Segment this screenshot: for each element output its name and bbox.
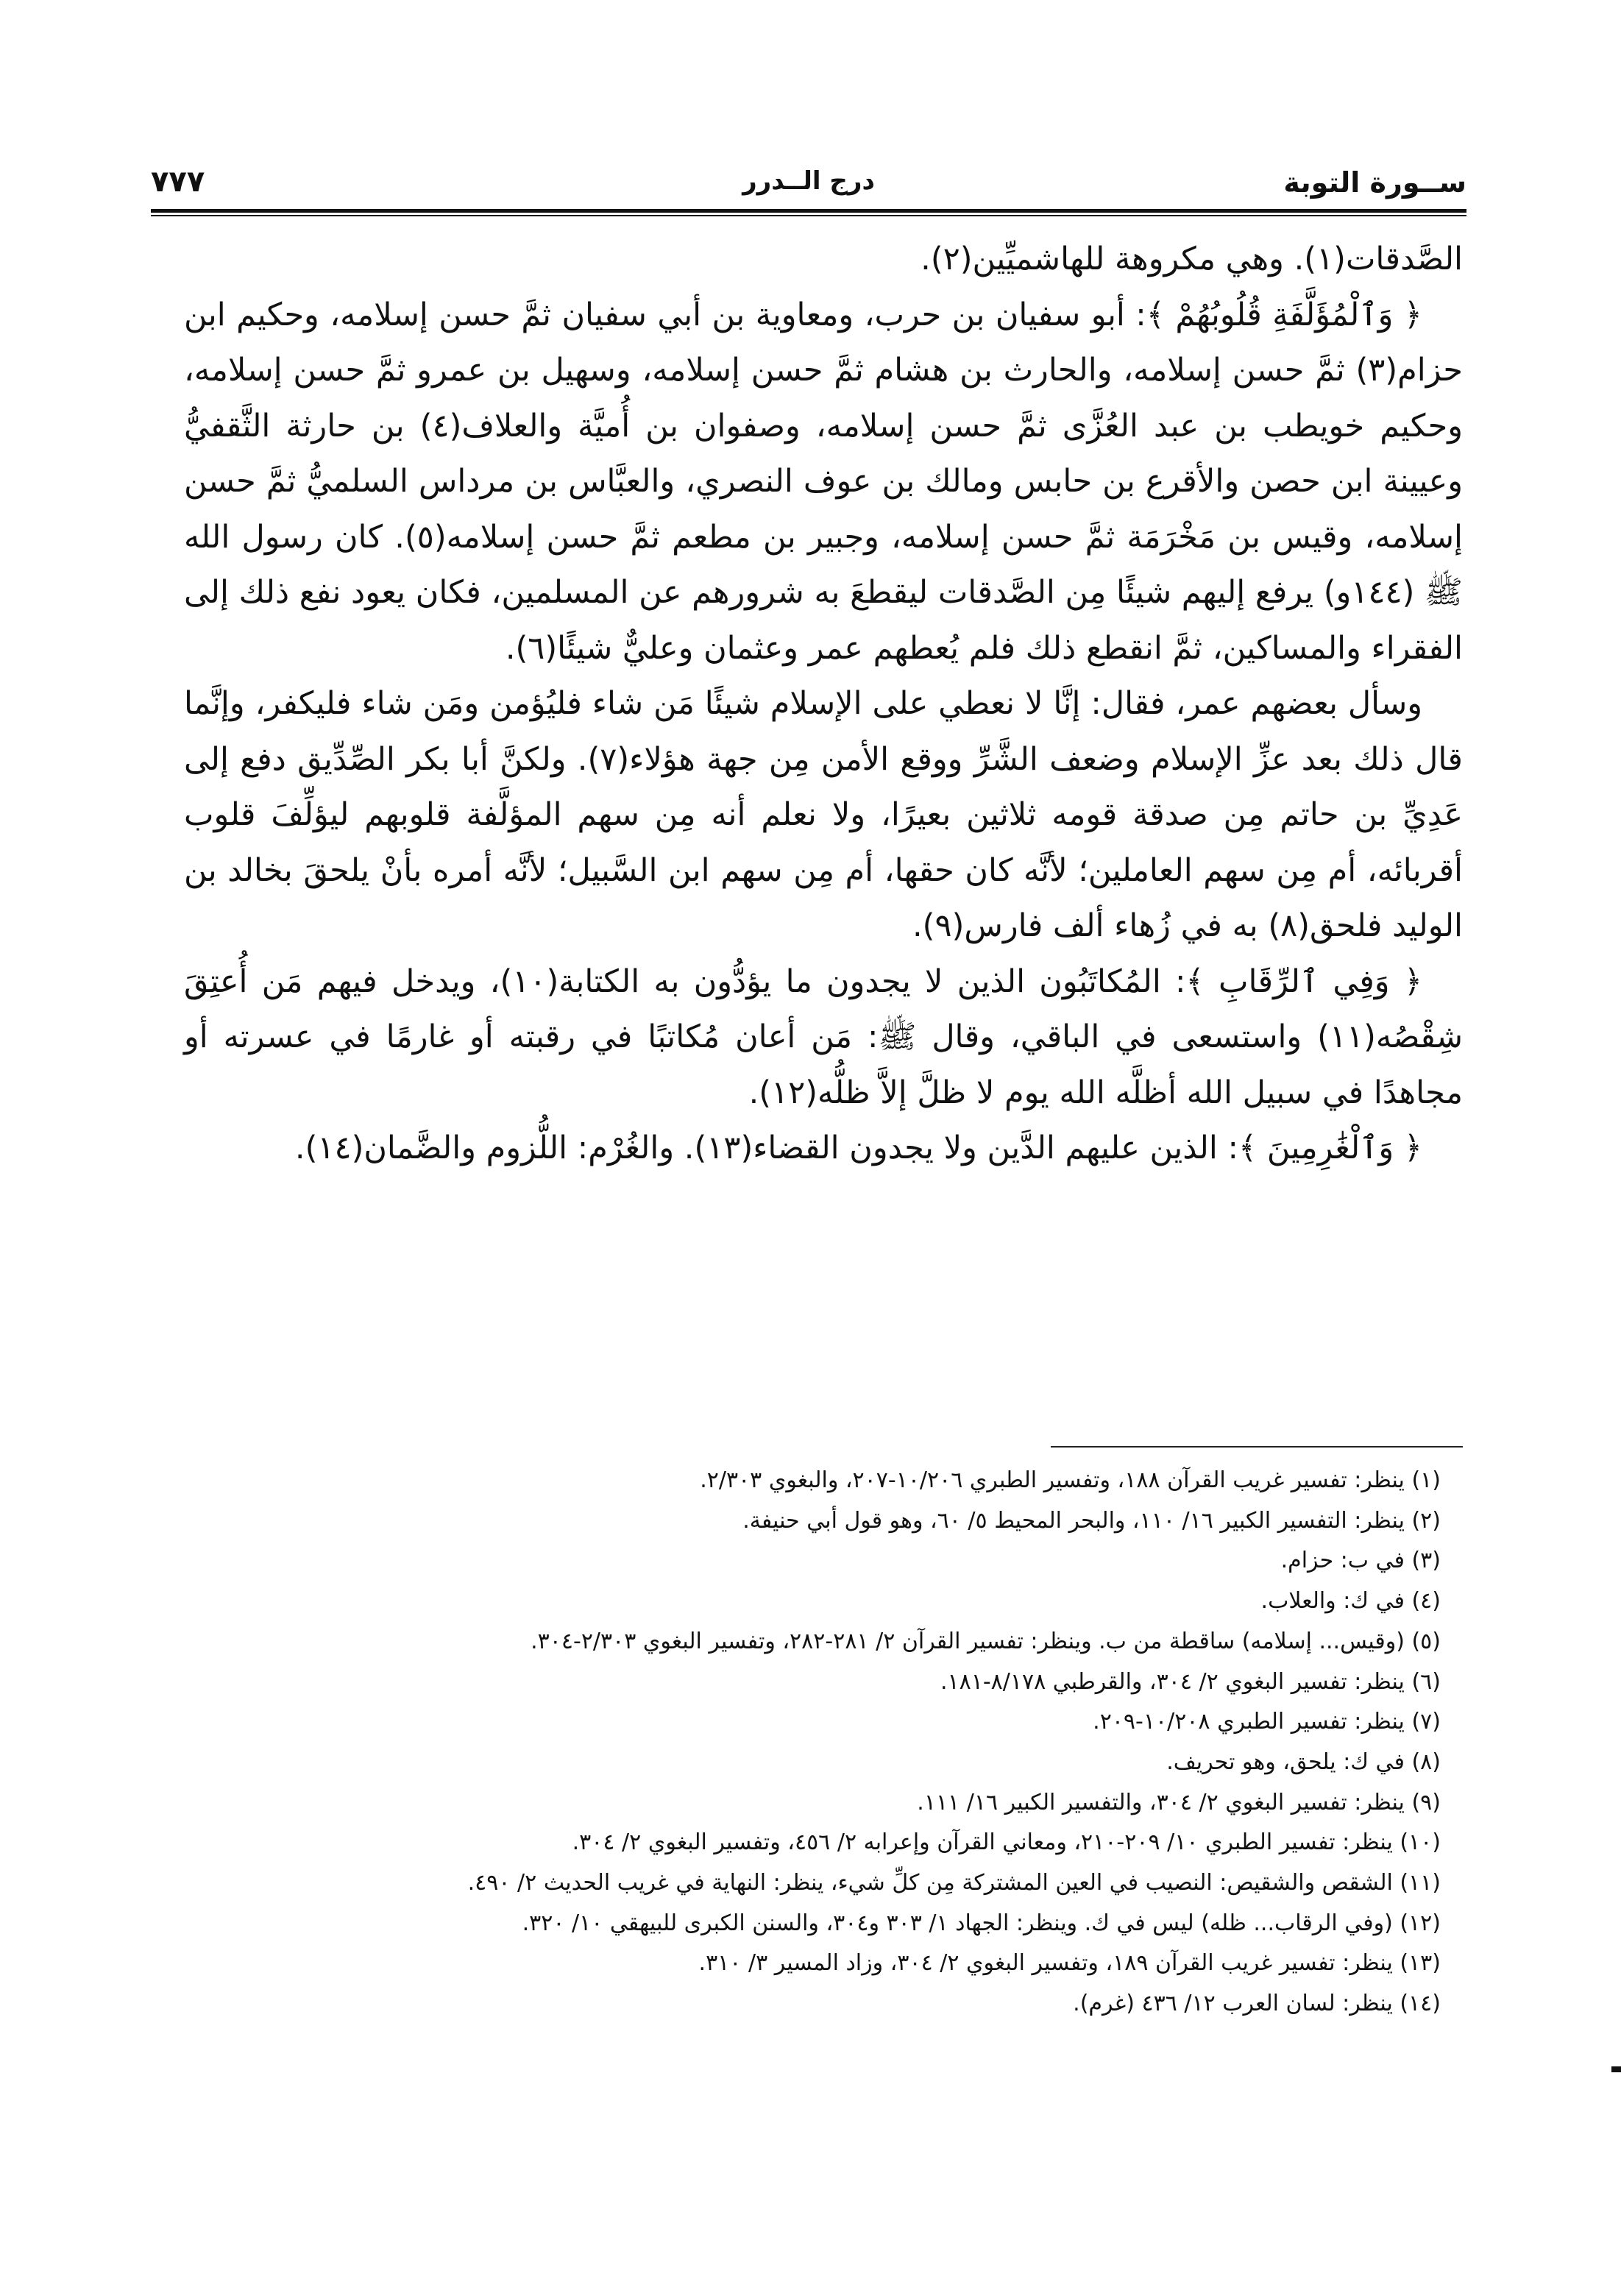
footnote-separator <box>1051 1446 1463 1448</box>
footnote: (٣) في ب: حزام. <box>1280 1548 1441 1574</box>
footnotes <box>184 1461 1441 2024</box>
footnote: (١٢) (وفي الرقاب... ظله) ليس في ك. وينظر: الجهاد ١/ ٣٠٣ و٣٠٤، والسنن الكبرى للبيهقي ١٠/ ٣٢٠. <box>522 1910 1441 1936</box>
footnote: (٨) في ك: يلحق، وهو تحريف. <box>1166 1748 1441 1775</box>
footnote: (٢) ينظر: التفسير الكبير ١٦/ ١١٠، والبحر المحيط ٥/ ٦٠، وهو قول أبي حنيفة. <box>742 1507 1441 1534</box>
footnote: (٥) (وقيس... إسلامه) ساقطة من ب. وينظر: تفسير القرآن ٢/ ٢٨١-٢٨٢، وتفسير البغوي ٢/٣٠٣-٣٠٤. <box>531 1628 1441 1654</box>
paragraph: ﴿ وَٱلْغَٰرِمِينَ ﴾: الذين عليهم الدَّين ولا يجدون القضاء(١٣). والغُرْم: اللُّزوم والضَّمان(١٤). <box>294 1130 1422 1166</box>
footnote: (٦) ينظر: تفسير البغوي ٢/ ٣٠٤، والقرطبي ٨/١٧٨-١٨١. <box>940 1668 1441 1695</box>
paragraph: ﴿ وَفِي ٱلرِّقَابِ ﴾: المُكاتَبُون الذين لا يجدون ما يؤدُّون به الكتابة(١٠)، ويدخل فيهم مَن أُعتِقَ شِقْصُه(١١) واستسعى في الباقي، وقال ﷺ: مَن أعان مُكاتبًا في رقبته أو غارمًا في عسرته أو مجاهدًا في سبيل الله أظلَّه الله يوم لا ظلَّ إلاَّ ظلُّه(١٢). <box>184 963 1463 1111</box>
main-text <box>184 232 1463 1177</box>
paragraph: ﴿ وَٱلْمُؤَلَّفَةِ قُلُوبُهُمْ ﴾: أبو سفيان بن حرب، ومعاوية بن أبي سفيان ثمَّ حسن إسلامه، وحكيم ابن حزام(٣) ثمَّ حسن إسلامه، والحارث بن هشام ثمَّ حسن إسلامه، وسهيل بن عمرو ثمَّ حسن إسلامه، وحكيم خويطب بن عبد العُزَّى ثمَّ حسن إسلامه، وصفوان بن أُميَّة والعلاف(٤) بن حارثة الثَّقفيُّ وعيينة ابن حصن والأقرع بن حابس ومالك بن عوف النصري، والعبَّاس بن مرداس السلميُّ ثمَّ حسن إسلامه، وقيس بن مَخْرَمَة ثمَّ حسن إسلامه، وجبير بن مطعم ثمَّ حسن إسلامه(٥). كان رسول الله ﷺ (١٤٤و) يرفع إليهم شيئًا مِن الصَّدقات ليقطعَ به شرورهم عن المسلمين، فكان يعود نفع ذلك إلى الفقراء والمساكين، ثمَّ انقطع ذلك فلم يُعطهم عمر وعثمان وعليٌّ شيئًا(٦). <box>184 296 1463 667</box>
header-rule-thin <box>151 215 1466 216</box>
footnote: (١) ينظر: تفسير غريب القرآن ١٨٨، وتفسير الطبري ١٠/٢٠٦-٢٠٧، والبغوي ٢/٣٠٣. <box>700 1467 1441 1493</box>
footnote: (١٤) ينظر: لسان العرب ١٢/ ٤٣٦ (غرم). <box>1073 1991 1441 2017</box>
scan-edge-mark <box>1611 2066 1621 2072</box>
footnote: (١٣) ينظر: تفسير غريب القرآن ١٨٩، وتفسير البغوي ٢/ ٣٠٤، وزاد المسير ٣/ ٣١٠. <box>698 1950 1441 1977</box>
book-title: درج الــدرر <box>742 166 875 196</box>
surah-title: ســورة التوبة <box>1283 166 1466 199</box>
footnote: (٩) ينظر: تفسير البغوي ٢/ ٣٠٤، والتفسير الكبير ١٦/ ١١١. <box>917 1789 1441 1815</box>
paragraph: الصَّدقات(١). وهي مكروهة للهاشميِّين(٢). <box>921 241 1463 277</box>
footnote: (٧) ينظر: تفسير الطبري ١٠/٢٠٨-٢٠٩. <box>1093 1709 1441 1735</box>
footnote: (٤) في ك: والعلاب. <box>1260 1588 1441 1615</box>
footnote: (١١) الشقص والشقيص: النصيب في العين المشتركة مِن كلِّ شيء، ينظر: النهاية في غريب الحديث ٢/ ٤٩٠. <box>467 1870 1441 1896</box>
paragraph: وسأل بعضهم عمر، فقال: إنَّا لا نعطي على الإسلام شيئًا مَن شاء فليُؤمن ومَن شاء فليكفر، وإنَّما قال ذلك بعد عزِّ الإسلام وضعف الشَّرِّ ووقع الأمن مِن جهة هؤلاء(٧). ولكنَّ أبا بكر الصِّدِّيق دفع إلى عَدِيِّ بن حاتم مِن صدقة قومه ثلاثين بعيرًا، ولا نعلم أنه مِن سهم المؤلَّفة قلوبهم ليؤلِّفَ قلوب أقربائه، أم مِن سهم العاملين؛ لأنَّه كان حقها، أم مِن سهم ابن السَّبيل؛ لأنَّه أمره بأنْ يلحقَ بخالد بن الوليد فلحق(٨) به في زُهاء ألف فارس(٩). <box>184 685 1463 944</box>
page-number: ٧٧٧ <box>151 165 205 199</box>
footnote: (١٠) ينظر: تفسير الطبري ١٠/ ٢٠٩-٢١٠، ومعاني القرآن وإعرابه ٢/ ٤٥٦، وتفسير البغوي ٢/ ٣٠٤. <box>572 1829 1441 1856</box>
header-rule-thick <box>151 209 1466 213</box>
page-header <box>151 155 1466 206</box>
